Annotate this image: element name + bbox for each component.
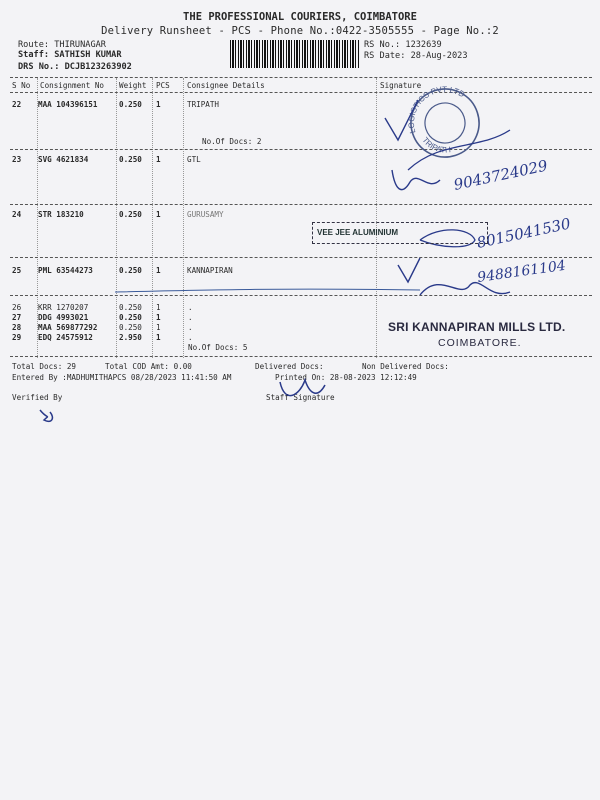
circle-stamp: [397, 76, 488, 167]
handwritten-phone-1: 9043724029: [452, 156, 550, 194]
svg-text:LOGISTICS PVT LTD: LOGISTICS PVT LTD: [406, 84, 467, 135]
row-pcs: 1: [156, 313, 161, 322]
rs-date-value: 28-Aug-2023: [410, 51, 468, 61]
row-consignee: .: [188, 303, 193, 312]
rect-stamp: VEE JEE ALUMINIUM: [312, 222, 488, 244]
col-header-pcs: PCS: [156, 81, 170, 90]
row-consignee: .: [188, 333, 193, 342]
non-delivered-docs: Non Delivered Docs:: [362, 362, 449, 371]
rs-date-label: RS Date:: [364, 51, 406, 61]
staff-signature-stroke: [280, 380, 325, 396]
svg-text:TRIPATH: TRIPATH: [420, 135, 452, 155]
col-header-sno: S No: [12, 81, 31, 90]
row-consignment: STR 183210: [38, 210, 84, 219]
company-stamp: SRI KANNAPIRAN MILLS LTD.: [388, 320, 566, 334]
row-pcs: 1: [156, 266, 161, 275]
runsheet-title: Delivery Runsheet - PCS - Phone No.:0422-3505555 - Page No.:2: [101, 25, 499, 37]
row-pcs: 1: [156, 323, 161, 332]
staff-label: Staff:: [18, 50, 50, 60]
verified-signature-stroke: [40, 410, 52, 421]
row-consignment: DDG 4993021: [38, 313, 89, 322]
row-consignment: PML 63544273: [38, 266, 93, 275]
row-consignee: .: [188, 313, 193, 322]
row-weight: 0.250: [119, 266, 142, 275]
row-sno: 29: [12, 333, 22, 342]
col-header-consignment: Consignment No: [40, 81, 105, 90]
staff-signature-label: Staff Signature: [266, 393, 335, 402]
row-weight: 0.250: [119, 210, 142, 219]
row-pcs: 1: [156, 303, 161, 312]
signature-stroke: [420, 283, 510, 295]
row-consignee: TRIPATH: [187, 100, 220, 109]
row-pcs: 1: [156, 155, 161, 164]
entered-by: Entered By :MADHUMITHAPCS 08/28/2023 11:41:50 AM: [12, 373, 232, 382]
row-weight: 0.250: [119, 155, 142, 164]
row-consignment: EDQ 24575912: [38, 333, 93, 342]
total-cod: Total COD Amt: 0.00: [105, 362, 192, 371]
route-label: Route:: [18, 40, 50, 50]
printed-on: Printed On: 28-08-2023 12:12:49: [275, 373, 417, 382]
row-weight: 0.250: [119, 313, 142, 322]
handwritten-phone-2: 8015041530: [475, 214, 573, 252]
row-consignee: KANNAPIRAN: [187, 266, 233, 275]
signature-stroke: [398, 258, 420, 282]
row-consignee: GTL: [187, 155, 201, 164]
col-header-weight: Weight: [119, 81, 147, 90]
drs-value: DCJB123263902: [64, 62, 132, 72]
row-sno: 24: [12, 210, 22, 219]
row-consignment: KRR 1270207: [38, 303, 89, 312]
handwritten-phone-3: 9488161104: [476, 257, 567, 286]
row-sno: 28: [12, 323, 22, 332]
total-docs: Total Docs: 29: [12, 362, 77, 371]
signature-stroke: [392, 170, 440, 190]
company-stamp-city: COIMBATORE.: [438, 337, 522, 349]
row-sno: 22: [12, 100, 22, 109]
verified-by: Verified By: [12, 393, 63, 402]
row-docs: No.Of Docs: 2: [202, 137, 262, 146]
row-sno: 27: [12, 313, 22, 322]
delivered-docs: Delivered Docs:: [255, 362, 324, 371]
row-consignee: GURUSAMY: [187, 210, 224, 219]
row-docs: No.Of Docs: 5: [188, 343, 248, 352]
row-pcs: 1: [156, 100, 161, 109]
row-sno: 26: [12, 303, 22, 312]
company-title: THE PROFESSIONAL COURIERS, COIMBATORE: [183, 11, 417, 23]
route-value: THIRUNAGAR: [54, 40, 106, 50]
rs-no-value: 1232639: [405, 40, 442, 50]
row-consignee: .: [188, 323, 193, 332]
row-consignment: SVG 4621834: [38, 155, 89, 164]
row-weight: 0.250: [119, 303, 142, 312]
drs-label: DRS No.:: [18, 62, 60, 72]
signature-stroke: [115, 289, 420, 292]
rs-no-label: RS No.:: [364, 40, 401, 50]
row-weight: 2.950: [119, 333, 142, 342]
col-header-consignee: Consignee Details: [187, 81, 265, 90]
row-weight: 0.250: [119, 323, 142, 332]
col-header-signature: Signature: [380, 81, 422, 90]
row-weight: 0.250: [119, 100, 142, 109]
row-pcs: 1: [156, 210, 161, 219]
row-pcs: 1: [156, 333, 161, 342]
row-consignment: MAA 104396151: [38, 100, 98, 109]
row-consignment: MAA 569877292: [38, 323, 98, 332]
row-sno: 25: [12, 266, 22, 275]
row-sno: 23: [12, 155, 22, 164]
staff-value: SATHISH KUMAR: [54, 50, 122, 60]
